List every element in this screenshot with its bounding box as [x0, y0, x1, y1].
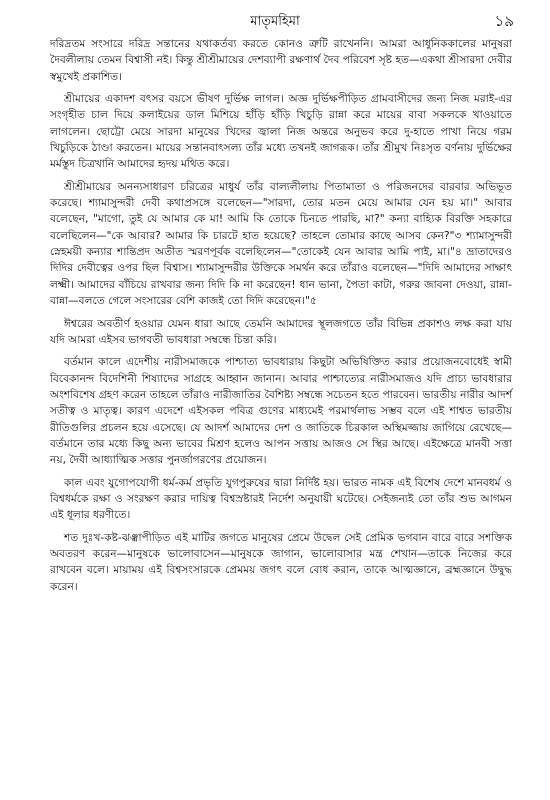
page-number: ১৯ [494, 12, 514, 30]
paragraph: কাল এবং যুগোপযোগী ধর্ম-কর্ম প্রভৃতি যুগপুরুষের দ্বারা নির্দিষ্ট হয়। ভারত নামক এই বিশেষ দেশে মানবধর্ম ও বিশ্বধর্মকে রক্ষা ও সংরক্ষণ করার দায়িত্ব বিশ্বস্রষ্টারই নির্দেশ অনুযায়ী ঘটেছে। সেইজন্যই তো তাঁর শুভ আগমন এই ধূলার ধরণীতে। [50, 476, 512, 522]
paragraph: দরিদ্রতম সংসারে দরিদ্র সন্তানের যথাকর্তব্য করতে কোনও ত্রুটি রাখেননি। আমরা আধুনিককালের মানুষরা দৈবলীলায় তেমন বিশ্বাসী নই। কিন্তু শ্রীশ্রীমায়ের দেশব্যাপী রক্ষণার্থ দৈব পরিবেশ সৃষ্ট হত—একথা শ্রীসারদা দেবীর স্বমুখেই প্রকাশিত। [50, 38, 512, 83]
paragraph: শ্রীশ্রীমায়ের অনন্যসাধারণ চরিত্রের মাধুর্য তাঁর বাল্যলীলায় পিতামাতা ও পরিজনদের বারবার অভিভূত করেছে। শ্যামাসুন্দরী দেবী কথাপ্রসঙ্গে বলেছেন—"সারদা, তোর মতন মেয়ে আমার যেন হয় মা।" আবার বলেছেন, "মাগো, তুই যে আমার কে মা! আমি কি তোকে চিনতে পারছি, মা?" কন্যা বাহ্যিক বিরক্তি সহকারে বলেছিলেন—"কে আবার? আমার কি চারটে হাত হয়েছে? তাহলে তোমার কাছে আসব কেন?"৩ শ্যামাসুন্দরী স্নেহময়ী কন্যার শান্তিপ্রদ অতীত স্মরণপূর্বক বলেছিলেন—"তোকেই যেন আবার আমি পাই, মা।"৪ ভ্রাতাদেরও দিদির দেবীত্বের ওপর ছিল বিশ্বাস। শ্যামাসুন্দরীর উক্তিকে সমর্থন করে তাঁরাও বলেছেন—"দিদি আমাদের সাক্ষাৎ লক্ষ্মী। আমাদের বাঁচিয়ে রাখবার জন্য দিদি কি না করেছেন! ধান ভানা, পৈতা কাটা, গরুর জাবনা দেওয়া, রান্না-বান্না—বলতে গেলে সংসারের বেশি কাজই তো দিদি করেছেন।"৫ [50, 180, 512, 308]
paragraph: বর্তমান কালে এদেশীয় নারীসমাজকে পাশ্চাত্য ভাবধারায় কিছুটা অভিষিক্তিত করার প্রয়োজনবোধেই স্বামী বিবেকানন্দ বিদেশিনী শিষ্যাদের সাগ্রহে আহ্বান জানান। আবার পাশ্চাত্যের নারীসমাজও যদি প্রাচ্য ভাবধারার অংশবিশেষ গ্রহণ করেন তাহলে তাঁরাও নারীজাতির বৈশিষ্ট্য সম্বন্ধে সচেতন হতে পারবেন। ভারতীয় নারীর আদর্শ সতীত্ব ও মাতৃত্ব। কারণ এদেশে এইসকল পবিত্র গুণের মাধ্যমেই পরমার্থলাভ সম্ভব বলে এই শাশ্বত ভারতীয় রীতিগুলির প্রচলন হয়ে এসেছে। যে আদর্শ আমাদের দেশ ও জাতিকে চিরকাল অস্থিমজ্জায় জাগিয়ে রেখেছে—বর্তমানে তার মধ্যে কিছু অন্য ভাবের মিশ্রণ হলেও আপন সত্তায় আজও সে স্থির আছে। এইক্ষেত্রে মানবী সত্তা নয়, দৈবী আধ্যাত্মিক সত্তার পুনর্জাগরণের প্রয়োজন। [50, 356, 512, 467]
paragraph: ঈশ্বরের অবতীর্ণ হওয়ার যেমন ধারা আছে তেমনি আমাদের স্থূলজগতে তাঁর বিভিন্ন প্রকাশও লক্ষ করা যায় যদি আমরা এইসব ভাগবতী ভাবধারা সম্বন্ধে চিন্তা করি। [50, 317, 512, 346]
paragraph: শত দুঃখ-কষ্ট-ঝঞ্ঝাপীড়িত এই মাটির জগতে মানুষের প্রেমে উদ্বেল সেই প্রেমিক ভগবান বারে বারে সশক্তিক অবতরণ করেন—মানুষকে ভালোবাসেন—মানুষকে জাগান, ভালোবাসার মন্ত্র শেখান—তাকে নিজের করে রাখবেন বলে। মায়াময় এই বিশ্বসংসারকে প্রেমময় জগৎ বলে বোধ করান, তাকে আত্মজ্ঞানে, ব্রহ্মজ্ঞানে উদ্বুদ্ধ করেন। [50, 531, 512, 593]
running-title: মাতৃমহিমা [250, 14, 300, 29]
body-text [50, 36, 512, 601]
paragraph: শ্রীমায়ের একাদশ বৎসর বয়সে ভীষণ দুর্ভিক্ষ লাগল। অজ্ঞ দুর্ভিক্ষপীড়িত গ্রামবাসীদের জন্য নিজ মরাই-এর সংগৃহীত চাল দিয়ে কলাইয়ের ডাল মিশিয়ে হাঁড়ি হাঁড়ি খিচুড়ি রান্না করে মায়ের বাবা সকলকে খাওয়াতে লাগলেন। ছোট্টো মেয়ে সারদা মানুষের খিদের জ্বালা নিজ অন্তরে অনুভব করে দু-হাতে পাখা নিয়ে গরম খিচুড়িকে ঠাণ্ডা করতেন। মায়ের সন্তানবাৎসল্য তাঁর মধ্যে তখনই জাগরূক। তাঁর শ্রীমুখ নিঃসৃত বর্ণনায় দুর্ভিক্ষের মর্মস্তুদ চিত্রখানি আমাদের হৃদয় মথিত করে। [50, 93, 512, 171]
